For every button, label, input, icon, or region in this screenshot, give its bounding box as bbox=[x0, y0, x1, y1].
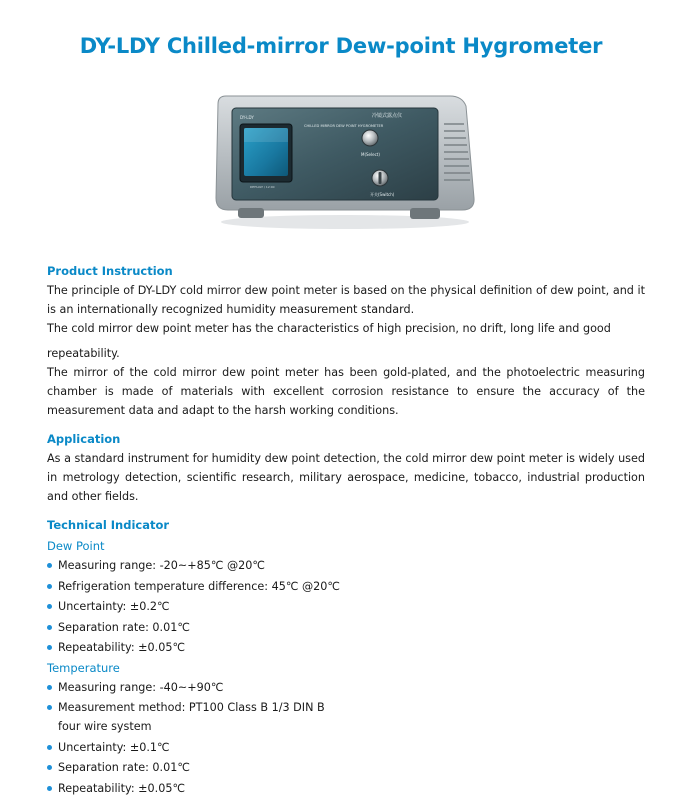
device-screen-caption: DEFAULT / 12:00 bbox=[250, 185, 275, 189]
device-button-label: M(Select) bbox=[361, 152, 380, 157]
page-title: DY-LDY Chilled-mirror Dew-point Hygrometer bbox=[79, 34, 603, 58]
list-item: Uncertainty: ±0.1℃ bbox=[47, 738, 645, 757]
list-item: Measurement method: PT100 Class B 1/3 DIN B four wire system bbox=[47, 698, 645, 736]
application-heading: Application bbox=[47, 432, 121, 446]
product-image bbox=[212, 90, 478, 232]
device-model-label: DY-LDY bbox=[240, 115, 254, 120]
temperature-heading: Temperature bbox=[47, 660, 120, 675]
list-item: Repeatability: ±0.05℃ bbox=[47, 638, 645, 657]
bullet-icon bbox=[47, 563, 52, 568]
list-item: Repeatability: ±0.05℃ bbox=[47, 779, 645, 798]
product-instruction-p1: The principle of DY-LDY cold mirror dew point meter is based on the physical definition of dew point, and it is an internationally recognized humidity measurement standard. bbox=[47, 284, 645, 316]
technical-indicator-heading: Technical Indicator bbox=[47, 518, 170, 532]
bullet-icon bbox=[47, 765, 52, 770]
bullet-icon bbox=[47, 625, 52, 630]
bullet-icon bbox=[47, 786, 52, 791]
device-name-cn: 冷镜式露点仪 bbox=[372, 113, 403, 119]
list-item: Measuring range: -40~+90℃ bbox=[47, 678, 645, 697]
dew-point-list bbox=[47, 556, 645, 657]
product-instruction-p2: The cold mirror dew point meter has the characteristics of high precision, no drift, long life and good bbox=[47, 322, 611, 335]
dew-point-heading: Dew Point bbox=[47, 539, 105, 553]
list-item: Uncertainty: ±0.2℃ bbox=[47, 597, 645, 616]
product-instruction-p2b: repeatability. bbox=[47, 347, 120, 360]
product-instruction-p3: The mirror of the cold mirror dew point meter has been gold-plated, and the photoelectric measuring chamber is made of materials with excellent corrosion resistance to ensure the accuracy of the measurement data and adapt to the harsh working conditions. bbox=[47, 366, 645, 417]
select-knob-icon bbox=[362, 130, 378, 146]
temperature-list bbox=[47, 678, 645, 798]
bullet-icon bbox=[47, 645, 52, 650]
main-content bbox=[47, 262, 645, 799]
bullet-icon bbox=[47, 685, 52, 690]
bullet-icon bbox=[47, 604, 52, 609]
bullet-icon bbox=[47, 745, 52, 750]
bullet-icon bbox=[47, 584, 52, 589]
list-item: Refrigeration temperature difference: 45℃ @20℃ bbox=[47, 577, 645, 596]
bullet-icon bbox=[47, 705, 52, 710]
device-switch-label: 开关(Switch) bbox=[370, 192, 395, 197]
product-instruction-heading: Product Instruction bbox=[47, 264, 173, 278]
list-item: Separation rate: 0.01℃ bbox=[47, 758, 645, 777]
list-item: Separation rate: 0.01℃ bbox=[47, 618, 645, 637]
list-item: Measuring range: -20~+85℃ @20℃ bbox=[47, 556, 645, 575]
device-panel-label: CHILLED MIRROR DEW POINT HYGROMETER bbox=[304, 124, 384, 128]
application-p1: As a standard instrument for humidity dew point detection, the cold mirror dew point meter is widely used in metrology detection, scientific research, military aerospace, medicine, tobacco, industrial production and other fields. bbox=[47, 452, 645, 503]
